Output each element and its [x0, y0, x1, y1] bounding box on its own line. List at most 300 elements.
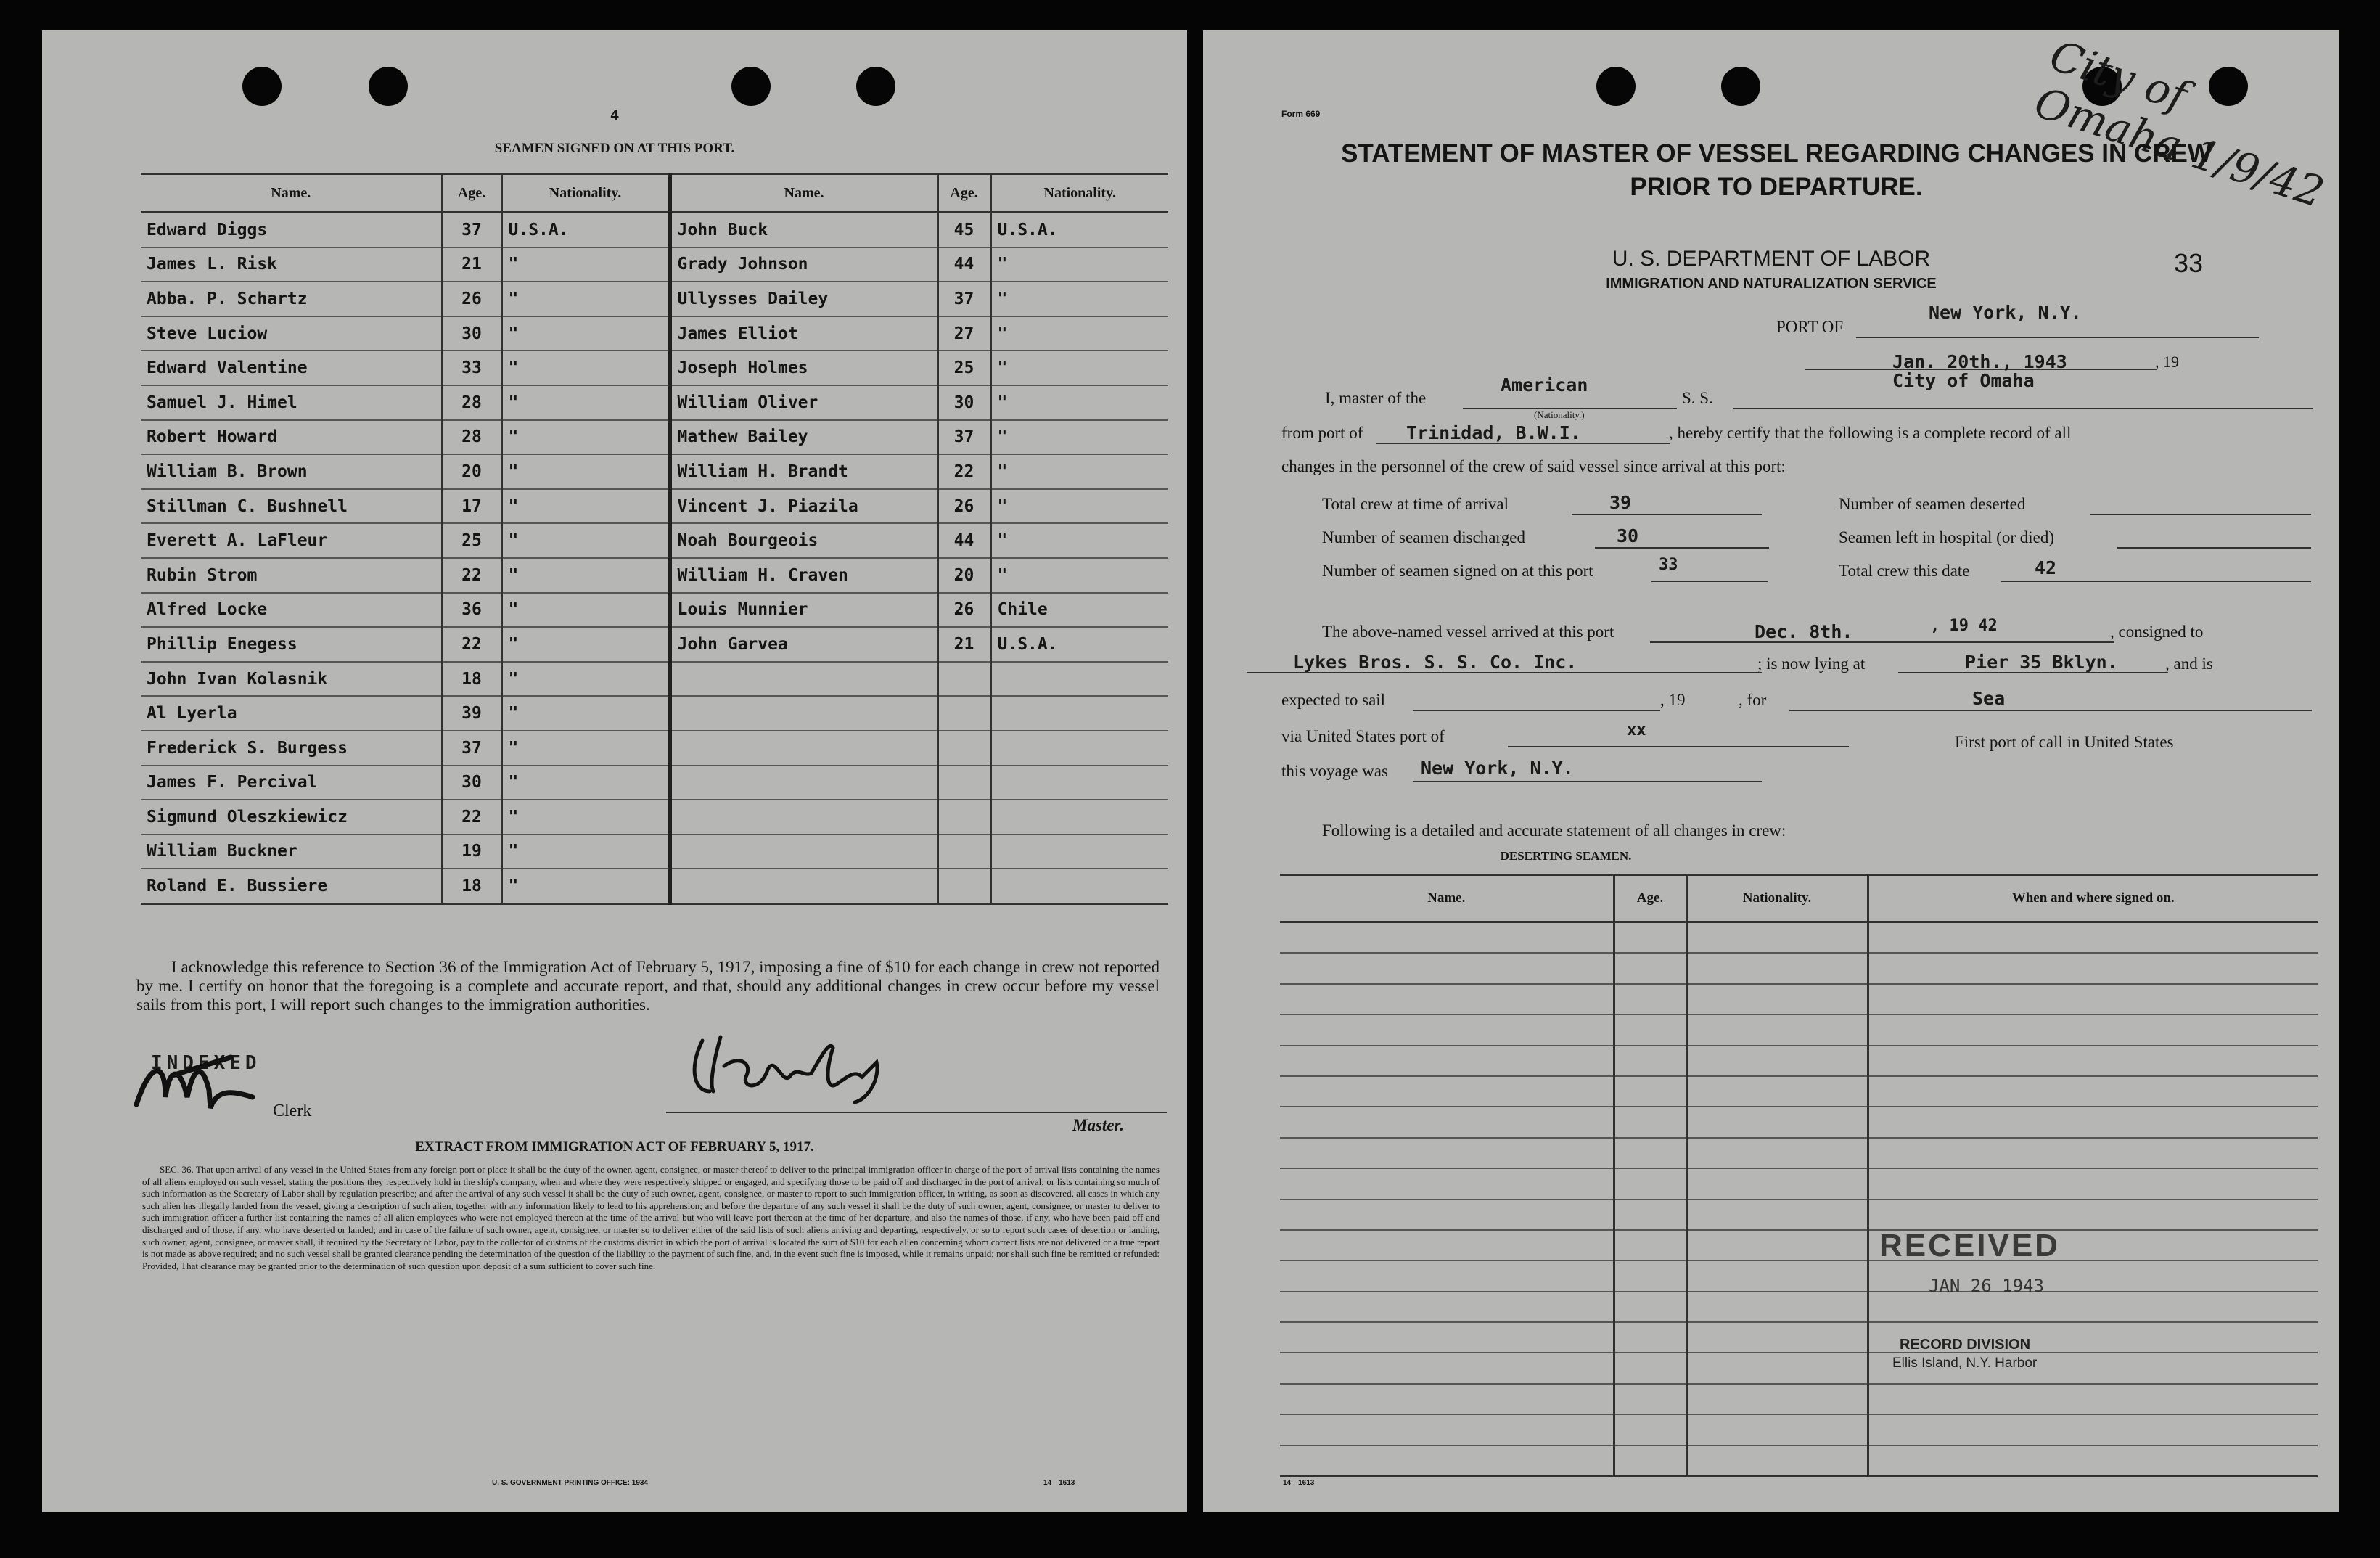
empty-cell	[1614, 953, 1686, 983]
empty-cell	[1280, 1260, 1614, 1291]
empty-cell	[1686, 1384, 1868, 1414]
table-row	[141, 593, 1168, 628]
empty-cell	[1868, 1014, 2318, 1045]
crew-name-cell: Mathew Bailey	[670, 420, 937, 455]
empty-cell	[1280, 984, 1614, 1014]
certify-text: , hereby certify that the following is a complete record of all	[1669, 424, 2072, 442]
changes-text: changes in the personnel of the crew of said vessel since arrival at this port:	[1281, 457, 1786, 475]
empty-cell	[1868, 1292, 2318, 1322]
empty-cell	[1280, 1014, 1614, 1045]
crew-name-cell	[670, 766, 937, 800]
crew-name-cell: Rubin Strom	[141, 558, 442, 593]
crew-nationality-cell: "	[501, 835, 670, 869]
received-stamp: RECEIVED	[1879, 1228, 2060, 1263]
indexed-stamp: INDEXED	[151, 1052, 261, 1074]
empty-cell	[1868, 1046, 2318, 1076]
seamen-signed-on-table	[141, 173, 1168, 905]
via-label: via United States port of	[1281, 727, 1445, 745]
empty-cell	[1686, 1414, 1868, 1445]
empty-cell	[1868, 1107, 2318, 1137]
empty-cell	[1686, 1046, 1868, 1076]
crew-name-cell: Stillman C. Bushnell	[141, 489, 442, 524]
for-line	[1789, 710, 2312, 711]
punch-hole	[369, 67, 408, 106]
master-signature-line	[666, 1112, 1167, 1113]
crew-nationality-cell: "	[501, 316, 670, 351]
crew-age-cell: 26	[442, 282, 501, 316]
empty-cell	[1686, 1230, 1868, 1260]
date-suffix: , 19	[2155, 353, 2179, 371]
table-row	[1280, 1138, 2318, 1168]
empty-cell	[1280, 1322, 1614, 1353]
crew-age-cell: 44	[937, 523, 990, 558]
arrived-line	[1650, 641, 2114, 643]
punch-hole	[731, 67, 771, 106]
table-row	[141, 350, 1168, 385]
crew-name-cell: Ullysses Dailey	[670, 282, 937, 316]
empty-cell	[1686, 1322, 1868, 1353]
crew-name-cell	[670, 662, 937, 697]
total-arrival-value: 39	[1609, 492, 1632, 513]
extract-title: EXTRACT FROM IMMIGRATION ACT OF FEBRUARY 5, 1917.	[415, 1139, 814, 1155]
consignee-value: Lykes Bros. S. S. Co. Inc.	[1293, 652, 1577, 673]
crew-nationality-cell	[990, 696, 1168, 731]
table-row	[1280, 1353, 2318, 1383]
empty-cell	[1280, 1076, 1614, 1107]
crew-name-cell: Edward Valentine	[141, 350, 442, 385]
crew-nationality-cell: "	[990, 489, 1168, 524]
column-header-name: Name.	[141, 174, 442, 213]
empty-cell	[1280, 1292, 1614, 1322]
extract-text: SEC. 36. That upon arrival of any vessel in the United States from any foreign port or place it shall be the duty of the owner, agent, consignee, or master thereof to deliver to the principal immigration officer in charge of the port of arrival lists containing the names of all aliens employed on such vessel, stating the positions they respectively hold in the ship's company, when and where they were respectively shipped or engaged, and specifying those to be paid off and discharged in the port of arrival; or lists containing so much of such information as the Secretary of Labor shall by regulation prescribe; and after the arrival of any such vessel it shall be the duty of such owner, agent, consignee, or master to report to such immigration officer, in writing, as soon as discovered, all cases in which any such alien has illegally landed from the vessel, giving a description of such alien, together with any information likely to lead to his apprehension; and before the departure of any such vessel it shall be the duty of such owner, agent, consignee, or master to deliver to such immigration officer a further list containing the names of all alien employees who were not employed thereon at the time of the arrival but who will leave port thereon at the time of her departure, and also the names of those, if any, who have been paid off and discharged and of those, if any, who have deserted or landed; and in case of the failure of such owner, agent, consignee, or master so to deliver either of the said lists of such aliens arriving and departing, respectively, or so to report such cases of desertion or landing, such owner, agent, consignee, or master shall, if required by the Secretary of Labor, pay to the collector of customs of the customs district in which the port of arrival is located the sum of $10 for each alien concerning whom correct lists are not delivered or a true report is not made as above required; and no such vessel shall be granted clearance pending the determination of the question of the liability to the payment of such fine, and, in the event such fine is imposed, while it remains unpaid; nor shall such fine be remitted or refunded: Provided, That clearance may be granted prior to the determination of such question upon deposit of a sum sufficient to cover such fine.	[142, 1164, 1160, 1271]
crew-age-cell: 28	[442, 385, 501, 420]
table-row	[141, 835, 1168, 869]
department-name: U. S. DEPARTMENT OF LABOR	[1612, 247, 1931, 271]
empty-cell	[1614, 984, 1686, 1014]
crew-age-cell: 37	[442, 213, 501, 247]
crew-nationality-cell: "	[501, 800, 670, 835]
crew-name-cell: James Elliot	[670, 316, 937, 351]
empty-cell	[1868, 953, 2318, 983]
sheet-number: 33	[2174, 248, 2204, 278]
empty-cell	[1614, 1107, 1686, 1137]
crew-name-cell: Noah Bourgeois	[670, 523, 937, 558]
empty-cell	[1614, 1014, 1686, 1045]
voyage-line	[1413, 781, 1762, 782]
empty-cell	[1868, 1138, 2318, 1168]
ship-name: City of Omaha	[1892, 370, 2035, 391]
crew-name-cell: Joseph Holmes	[670, 350, 937, 385]
table-row	[141, 489, 1168, 524]
table-row	[1280, 953, 2318, 983]
empty-cell	[1280, 1414, 1614, 1445]
empty-cell	[1686, 1014, 1868, 1045]
crew-name-cell: Frederick S. Burgess	[141, 731, 442, 766]
following-text: Following is a detailed and accurate statement of all changes in crew:	[1322, 821, 1786, 840]
crew-nationality-cell: "	[990, 282, 1168, 316]
crew-age-cell	[937, 869, 990, 903]
crew-name-cell: James F. Percival	[141, 766, 442, 800]
crew-age-cell: 22	[937, 454, 990, 489]
form-title-line1: STATEMENT OF MASTER OF VESSEL REGARDING CHANGES IN CREW	[1341, 139, 2212, 168]
crew-nationality-cell: "	[501, 247, 670, 282]
crew-nationality-cell: "	[501, 282, 670, 316]
form-code: 14—1613	[1043, 1479, 1075, 1487]
port-label: PORT OF	[1776, 318, 1844, 336]
empty-cell	[1614, 1353, 1686, 1383]
crew-age-cell: 39	[442, 696, 501, 731]
empty-cell	[1686, 1138, 1868, 1168]
table-row	[141, 282, 1168, 316]
empty-cell	[1614, 1168, 1686, 1199]
empty-cell	[1686, 984, 1868, 1014]
crew-name-cell: Vincent J. Piazila	[670, 489, 937, 524]
crew-nationality-cell: "	[501, 662, 670, 697]
punch-hole	[1596, 67, 1636, 106]
crew-age-cell: 33	[442, 350, 501, 385]
crew-name-cell: John Garvea	[670, 627, 937, 662]
right-page	[1203, 30, 2339, 1512]
empty-cell	[1686, 1168, 1868, 1199]
table-row	[1280, 1414, 2318, 1445]
empty-cell	[1614, 1046, 1686, 1076]
form-title-line2: PRIOR TO DEPARTURE.	[1630, 173, 1923, 201]
crew-name-cell: Abba. P. Schartz	[141, 282, 442, 316]
table-row	[1280, 1014, 2318, 1045]
crew-name-cell: William Oliver	[670, 385, 937, 420]
total-arrival-line	[1572, 514, 1762, 515]
crew-name-cell	[670, 835, 937, 869]
empty-cell	[1868, 1076, 2318, 1107]
total-arrival-label: Total crew at time of arrival	[1322, 495, 1509, 513]
crew-nationality-cell: "	[990, 385, 1168, 420]
crew-nationality-cell: "	[501, 523, 670, 558]
crew-nationality-cell	[990, 766, 1168, 800]
crew-nationality-cell: "	[990, 558, 1168, 593]
crew-age-cell: 45	[937, 213, 990, 247]
hospital-label: Seamen left in hospital (or died)	[1839, 528, 2055, 546]
crew-nationality-cell: U.S.A.	[990, 213, 1168, 247]
expected-label: expected to sail	[1281, 691, 1386, 709]
crew-nationality-cell: "	[990, 420, 1168, 455]
crew-nationality-cell: "	[501, 454, 670, 489]
empty-cell	[1686, 1353, 1868, 1383]
table-row	[1280, 1230, 2318, 1260]
empty-cell	[1614, 1384, 1686, 1414]
table-row	[1280, 1446, 2318, 1477]
clerk-label: Clerk	[273, 1102, 312, 1120]
master-of-label: I, master of the	[1325, 389, 1427, 407]
punch-hole	[242, 67, 282, 106]
crew-age-cell: 20	[937, 558, 990, 593]
table-row	[141, 420, 1168, 455]
column-header-age: Age.	[937, 174, 990, 213]
crew-age-cell	[937, 800, 990, 835]
page-number: 4	[610, 107, 619, 123]
empty-cell	[1868, 1168, 2318, 1199]
empty-cell	[1614, 1322, 1686, 1353]
form-code: 14—1613	[1283, 1479, 1315, 1487]
crew-name-cell: Sigmund Oleszkiewicz	[141, 800, 442, 835]
crew-nationality-cell: "	[990, 523, 1168, 558]
left-page	[42, 30, 1187, 1512]
crew-nationality-cell: "	[501, 696, 670, 731]
crew-nationality-cell: "	[990, 454, 1168, 489]
column-header-nationality: Nationality.	[1686, 875, 1868, 922]
table-row	[1280, 922, 2318, 954]
crew-age-cell: 28	[442, 420, 501, 455]
crew-age-cell: 21	[442, 247, 501, 282]
crew-age-cell	[937, 766, 990, 800]
crew-age-cell: 30	[442, 766, 501, 800]
table-row	[1280, 1107, 2318, 1137]
crew-name-cell: Roland E. Bussiere	[141, 869, 442, 903]
discharged-value: 30	[1617, 525, 1639, 546]
via-line	[1508, 746, 1849, 747]
crew-nationality-cell: "	[501, 731, 670, 766]
deserting-title: DESERTING SEAMEN.	[1500, 849, 1632, 863]
crew-nationality-cell: "	[501, 558, 670, 593]
empty-cell	[1280, 922, 1614, 954]
for-label: , for	[1739, 691, 1767, 709]
section-title: SEAMEN SIGNED ON AT THIS PORT.	[494, 141, 735, 156]
from-port-label: from port of	[1281, 424, 1363, 442]
crew-name-cell: James L. Risk	[141, 247, 442, 282]
handwritten-note: City of Omaha 1/9/42	[2028, 30, 2330, 218]
empty-cell	[1614, 922, 1686, 954]
crew-nationality-cell	[990, 731, 1168, 766]
table-row	[1280, 1292, 2318, 1322]
crew-age-cell	[937, 696, 990, 731]
crew-age-cell: 20	[442, 454, 501, 489]
empty-cell	[1686, 1446, 1868, 1477]
empty-cell	[1280, 1446, 1614, 1477]
master-label: Master.	[1072, 1116, 1124, 1134]
crew-name-cell: John Ivan Kolasnik	[141, 662, 442, 697]
received-date: JAN 26 1943	[1929, 1276, 2044, 1296]
total-date-line	[2001, 581, 2311, 582]
crew-age-cell: 37	[937, 282, 990, 316]
column-header-signed-on: When and where signed on.	[1868, 875, 2318, 922]
consigned-label: , consigned to	[2110, 623, 2204, 641]
crew-nationality-cell: "	[501, 593, 670, 628]
crew-name-cell: Alfred Locke	[141, 593, 442, 628]
crew-age-cell: 26	[937, 593, 990, 628]
hospital-line	[2117, 547, 2311, 549]
crew-age-cell: 22	[442, 558, 501, 593]
table-row	[141, 869, 1168, 903]
crew-age-cell: 44	[937, 247, 990, 282]
port-line	[1856, 337, 2259, 338]
crew-nationality-cell: "	[501, 385, 670, 420]
crew-age-cell: 30	[442, 316, 501, 351]
empty-cell	[1686, 1200, 1868, 1230]
empty-cell	[1868, 1384, 2318, 1414]
empty-cell	[1614, 1138, 1686, 1168]
discharged-label: Number of seamen discharged	[1322, 528, 1525, 546]
table-row	[141, 558, 1168, 593]
crew-nationality-cell: U.S.A.	[990, 627, 1168, 662]
crew-name-cell: Louis Munnier	[670, 593, 937, 628]
empty-cell	[1686, 1292, 1868, 1322]
crew-age-cell: 25	[442, 523, 501, 558]
table-row	[1280, 1384, 2318, 1414]
voyage-value: New York, N.Y.	[1421, 758, 1574, 779]
crew-name-cell: Phillip Enegess	[141, 627, 442, 662]
crew-nationality-cell: Chile	[990, 593, 1168, 628]
crew-age-cell: 18	[442, 662, 501, 697]
table-row	[141, 731, 1168, 766]
table-row	[141, 696, 1168, 731]
table-row	[1280, 1200, 2318, 1230]
table-header-row	[1280, 875, 2318, 922]
table-row	[141, 247, 1168, 282]
crew-age-cell	[937, 662, 990, 697]
table-row	[141, 766, 1168, 800]
arrived-value: Dec. 8th.	[1755, 621, 1853, 642]
total-date-value: 42	[2035, 557, 2057, 578]
crew-name-cell: William H. Craven	[670, 558, 937, 593]
expected-line	[1413, 710, 1660, 711]
crew-name-cell: Grady Johnson	[670, 247, 937, 282]
first-port-label: First port of call in United States	[1955, 733, 2174, 751]
crew-name-cell	[670, 800, 937, 835]
empty-cell	[1868, 1414, 2318, 1445]
record-division: RECORD DIVISION	[1900, 1337, 2031, 1353]
arrived-label: The above-named vessel arrived at this port	[1322, 623, 1614, 641]
via-value: xx	[1627, 721, 1646, 739]
empty-cell	[1614, 1076, 1686, 1107]
arrived-year: , 19 42	[1930, 617, 1998, 635]
crew-nationality-cell	[990, 662, 1168, 697]
date-value: Jan. 20th., 1943	[1892, 351, 2067, 372]
empty-cell	[1868, 984, 2318, 1014]
deserted-label: Number of seamen deserted	[1839, 495, 2026, 513]
empty-cell	[1686, 1260, 1868, 1291]
empty-cell	[1280, 1353, 1614, 1383]
total-date-label: Total crew this date	[1839, 562, 1970, 580]
empty-cell	[1614, 1200, 1686, 1230]
ss-label: S. S.	[1682, 389, 1713, 407]
column-header-age: Age.	[442, 174, 501, 213]
lying-value: Pier 35 Bklyn.	[1965, 652, 2118, 673]
crew-age-cell: 37	[442, 731, 501, 766]
printing-office: U. S. GOVERNMENT PRINTING OFFICE: 1934	[492, 1479, 649, 1487]
ellis-island: Ellis Island, N.Y. Harbor	[1892, 1356, 2038, 1371]
discharged-line	[1595, 547, 1769, 549]
table-row	[1280, 1260, 2318, 1291]
crew-nationality-cell: "	[990, 316, 1168, 351]
table-row	[1280, 1076, 2318, 1107]
voyage-label: this voyage was	[1281, 762, 1388, 780]
crew-age-cell: 18	[442, 869, 501, 903]
crew-name-cell: Steve Luciow	[141, 316, 442, 351]
table-row	[141, 454, 1168, 489]
service-name: IMMIGRATION AND NATURALIZATION SERVICE	[1606, 276, 1937, 292]
nationality-value: American	[1501, 374, 1588, 395]
crew-name-cell: William H. Brandt	[670, 454, 937, 489]
signed-on-value: 33	[1659, 556, 1678, 574]
empty-cell	[1280, 953, 1614, 983]
clerk-initials-signature	[129, 1046, 289, 1119]
column-header-name: Name.	[1280, 875, 1614, 922]
table-row	[141, 523, 1168, 558]
crew-name-cell	[670, 869, 937, 903]
crew-age-cell: 22	[442, 627, 501, 662]
empty-cell	[1280, 1138, 1614, 1168]
crew-nationality-cell: "	[501, 869, 670, 903]
column-header-nationality: Nationality.	[501, 174, 670, 213]
column-header-name: Name.	[670, 174, 937, 213]
empty-cell	[1280, 1168, 1614, 1199]
empty-cell	[1614, 1230, 1686, 1260]
empty-cell	[1868, 1200, 2318, 1230]
crew-age-cell: 19	[442, 835, 501, 869]
crew-nationality-cell: "	[501, 420, 670, 455]
crew-nationality-cell: U.S.A.	[501, 213, 670, 247]
crew-nationality-cell: "	[990, 247, 1168, 282]
crew-age-cell: 30	[937, 385, 990, 420]
crew-age-cell: 36	[442, 593, 501, 628]
empty-cell	[1280, 1107, 1614, 1137]
empty-cell	[1280, 1200, 1614, 1230]
acknowledgement-text: I acknowledge this reference to Section 36 of the Immigration Act of February 5, 1917, imposing a fine of $10 for each change in crew not reported by me. I certify on honor that the foregoing is a complete and accurate report, and that, should any additional changes in crew occur before my vessel sails from this port, I will report such changes to the immigration authorities.	[136, 958, 1160, 1014]
master-signature	[681, 1026, 985, 1106]
crew-name-cell: John Buck	[670, 213, 937, 247]
empty-cell	[1686, 953, 1868, 983]
crew-age-cell: 25	[937, 350, 990, 385]
crew-age-cell: 37	[937, 420, 990, 455]
signed-on-label: Number of seamen signed on at this port	[1322, 562, 1593, 580]
crew-age-cell: 27	[937, 316, 990, 351]
empty-cell	[1868, 922, 2318, 954]
empty-cell	[1614, 1260, 1686, 1291]
port-value: New York, N.Y.	[1929, 302, 2082, 323]
lying-label: ; is now lying at	[1757, 655, 1866, 673]
empty-cell	[1614, 1292, 1686, 1322]
crew-name-cell: William B. Brown	[141, 454, 442, 489]
crew-name-cell: Samuel J. Himel	[141, 385, 442, 420]
crew-age-cell	[937, 731, 990, 766]
table-row	[141, 627, 1168, 662]
empty-cell	[1868, 1446, 2318, 1477]
table-row	[141, 316, 1168, 351]
crew-age-cell: 22	[442, 800, 501, 835]
deserted-line	[2090, 514, 2311, 515]
nationality-caption: (Nationality.)	[1534, 409, 1585, 420]
from-port-value: Trinidad, B.W.I.	[1406, 422, 1581, 443]
empty-cell	[1280, 1046, 1614, 1076]
table-header-row	[141, 174, 1168, 213]
table-row	[141, 662, 1168, 697]
column-header-age: Age.	[1614, 875, 1686, 922]
crew-nationality-cell: "	[501, 350, 670, 385]
crew-name-cell: Al Lyerla	[141, 696, 442, 731]
crew-name-cell: William Buckner	[141, 835, 442, 869]
signed-on-line	[1651, 581, 1768, 582]
crew-nationality-cell: "	[501, 489, 670, 524]
table-row	[141, 213, 1168, 247]
table-row	[1280, 1046, 2318, 1076]
for-value: Sea	[1972, 688, 2006, 709]
crew-name-cell: Robert Howard	[141, 420, 442, 455]
expected-year: , 19	[1660, 691, 1686, 709]
empty-cell	[1686, 1076, 1868, 1107]
crew-nationality-cell	[990, 869, 1168, 903]
table-row	[1280, 1168, 2318, 1199]
crew-age-cell	[937, 835, 990, 869]
ship-name-line	[1733, 408, 2313, 409]
